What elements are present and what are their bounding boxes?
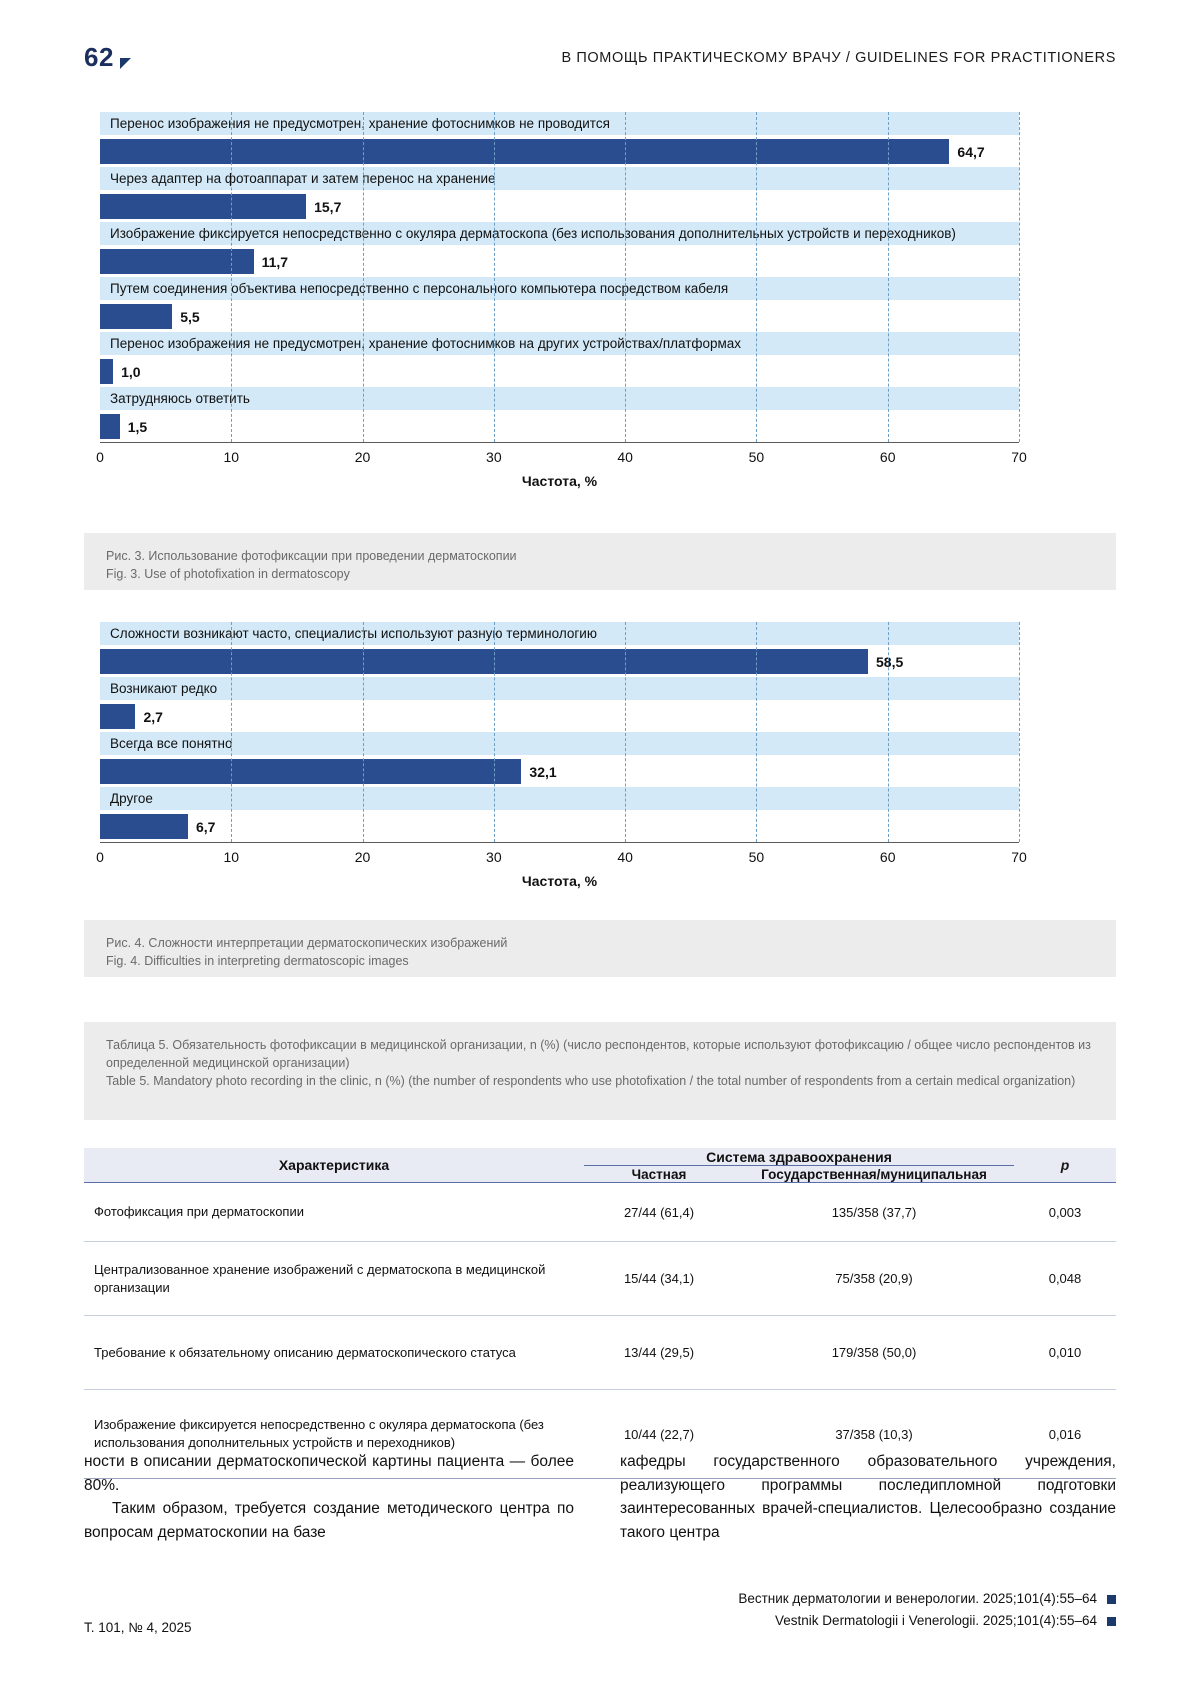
row-0-characteristic: Фотофиксация при дерматоскопии [84,1183,584,1242]
footer-journal-ru: Вестник дерматологии и венерологии. 2025;101(4):55–64 [738,1591,1097,1606]
row-3-public: 37/358 (10,3) [734,1390,1014,1479]
page-header [84,42,1116,82]
bar-category-label: Другое [110,791,153,806]
x-axis-tick-label: 40 [617,849,633,865]
row-3-characteristic: Изображение фиксируется непосредственно с окуляра дерматоскопа (без использования дополнительных устройств и переходников) [84,1390,584,1479]
bar-row [84,622,1116,677]
row-2-p: 0,010 [1014,1316,1116,1390]
bar-fill [100,814,188,839]
x-axis-title: Частота, % [521,473,598,489]
bar-category-band [100,787,1019,810]
x-axis-tick-label: 30 [486,849,502,865]
bar-category-label: Всегда все понятно [110,736,233,751]
x-axis-tick-label: 60 [879,849,896,865]
chart-gridline [231,112,232,442]
footer-journal-info [738,1588,1116,1631]
table-row [84,1316,1116,1390]
running-head-title: В ПОМОЩЬ ПРАКТИЧЕСКОМУ ВРАЧУ / GUIDELINES FOR PRACTITIONERS [561,50,1116,66]
x-axis-tick-label: 60 [879,449,896,465]
x-axis-tick-label: 10 [223,849,240,865]
x-axis-tick-label: 0 [96,449,104,465]
bar-fill [100,359,113,384]
chart-gridline [363,622,364,842]
bar-value-label: 32,1 [529,764,557,780]
table-5-body [84,1183,1116,1479]
bar-row [84,222,1116,277]
triangle-marker-icon [120,58,131,69]
bar-category-label: Перенос изображения не предусмотрен, хранение фотоснимков не проводится [110,116,610,131]
body-column-left [84,1450,574,1544]
x-axis-line [100,442,1019,443]
square-marker-icon [1107,1617,1116,1626]
footer-volume-info: Т. 101, № 4, 2025 [84,1620,192,1635]
chart-gridline [888,622,889,842]
x-axis-tick-label: 10 [223,449,240,465]
bar-value-label: 6,7 [195,819,216,835]
bar-fill [100,759,521,784]
figure-4-chart [84,622,1116,889]
bar-row [84,787,1116,842]
chart-gridline [888,112,889,442]
figure-4-caption [84,920,1116,977]
row-0-p: 0,003 [1014,1183,1116,1242]
chart-gridline [1019,622,1020,842]
row-1-characteristic: Централизованное хранение изображений с дерматоскопа в медицинской организации [84,1242,584,1316]
bar-category-band [100,222,1019,245]
bar-value-label: 64,7 [957,144,985,160]
chart-gridline [494,622,495,842]
x-axis-tick-label: 40 [617,449,633,465]
bar-row [84,732,1116,787]
page-number: 62 [84,42,114,72]
chart-gridline [625,622,626,842]
bar-row [84,332,1116,387]
bar-value-label: 1,5 [127,419,148,435]
bar-category-label: Сложности возникают часто, специалисты используют разную терминологию [110,626,597,641]
row-2-characteristic: Требование к обязательному описанию дерматоскопического статуса [84,1316,584,1390]
header-public: Государственная/муниципальная [734,1166,1014,1183]
table-5-caption [84,1022,1116,1120]
bar-fill [100,414,120,439]
bar-category-band [100,277,1019,300]
bar-row [84,387,1116,442]
figure-3-caption-ru: Рис. 3. Использование фотофиксации при проведении дерматоскопии [106,549,517,563]
table-row [84,1183,1116,1242]
x-axis-tick-label: 0 [96,849,104,865]
bar-fill [100,139,949,164]
bar-category-label: Затрудняюсь ответить [110,391,250,406]
x-axis-tick-label: 50 [748,849,765,865]
row-1-public: 75/358 (20,9) [734,1242,1014,1316]
figure-4-caption-en: Fig. 4. Difficulties in interpreting dermatoscopic images [106,954,409,969]
body-column-right [620,1450,1116,1544]
figure-3-chart [84,112,1116,489]
chart-gridline [756,622,757,842]
table-5-caption-en: Table 5. Mandatory photo recording in the clinic, n (%) (the number of respondents who use photofixation / the total number of respondents from a certain medical organization) [106,1074,1076,1089]
bar-value-label: 2,7 [143,709,163,725]
table-5 [84,1148,1116,1479]
bar-category-band [100,677,1019,700]
table-row [84,1242,1116,1316]
row-1-private: 15/44 (34,1) [584,1242,734,1316]
bar-fill [100,649,868,674]
row-2-private: 13/44 (29,5) [584,1316,734,1390]
footer-journal-en-wrap [738,1610,1116,1632]
header-p-value: p [1014,1148,1116,1183]
bar-category-label: Путем соединения объектива непосредственно с персонального компьютера посредством кабеля [110,281,729,296]
table-5-caption-ru: Таблица 5. Обязательность фотофиксации в медицинской организации, n (%) (число респондентов, которые используют фотофиксацию / общее число респондентов из определенной медицинской организации) [106,1038,1091,1071]
bar-category-band [100,732,1019,755]
x-axis-tick-label: 30 [486,449,502,465]
chart-gridline [363,112,364,442]
x-axis-tick-label: 20 [354,449,371,465]
bar-category-label: Возникают редко [110,681,218,696]
bar-category-label: Изображение фиксируется непосредственно с окуляра дерматоскопа (без использования дополнительных устройств и переходников) [110,226,956,241]
bar-fill [100,194,306,219]
bar-row [84,112,1116,167]
row-1-p: 0,048 [1014,1242,1116,1316]
square-marker-icon [1107,1595,1116,1604]
footer-journal-en: Vestnik Dermatologii i Venerologii. 2025;101(4):55–64 [775,1612,1097,1628]
bar-category-label: Через адаптер на фотоаппарат и затем перенос на хранение [110,171,496,186]
x-axis-title: Частота, % [521,873,598,889]
header-private: Частная [584,1166,734,1183]
bar-category-label: Перенос изображения не предусмотрен, хранение фотоснимков на других устройствах/платформах [110,336,742,351]
x-axis-tick-label: 20 [354,849,371,865]
figure-3-caption-en: Fig. 3. Use of photofixation in dermatoscopy [106,567,350,582]
bar-value-label: 15,7 [314,199,342,215]
row-3-p: 0,016 [1014,1390,1116,1479]
chart-gridline [625,112,626,442]
bar-fill [100,304,172,329]
chart-gridline [494,112,495,442]
bar-fill [100,704,135,729]
x-axis-line [100,842,1019,843]
x-axis-tick-label: 70 [1011,449,1027,465]
bar-category-band [100,622,1019,645]
row-2-public: 179/358 (50,0) [734,1316,1014,1390]
x-axis-tick-label: 70 [1011,849,1027,865]
row-0-public: 135/358 (37,7) [734,1183,1014,1242]
bar-value-label: 1,0 [121,364,141,380]
bar-value-label: 11,7 [261,254,289,270]
body-right-paragraph-1: кафедры государственного образовательного учреждения, реализующего программы последипломной подготовки заинтересованных врачей-специалистов. Целесообразно создание такого центра [620,1453,1116,1541]
bar-category-band [100,167,1019,190]
figure-4-caption-ru: Рис. 4. Сложности интерпретации дерматоскопических изображений [106,936,508,950]
row-3-private: 10/44 (22,7) [584,1390,734,1479]
header-characteristic: Характеристика [84,1148,584,1183]
bar-category-band [100,112,1019,135]
bar-category-band [100,332,1019,355]
body-left-paragraph-2: Таким образом, требуется создание методического центра по вопросам дерматоскопии на базе [84,1500,574,1541]
footer-journal-ru-wrap [738,1588,1116,1610]
bar-row [84,167,1116,222]
bar-row [84,277,1116,332]
header-health-system: Система здравоохранения [584,1148,1014,1166]
row-0-private: 27/44 (61,4) [584,1183,734,1242]
chart-gridline [1019,112,1020,442]
table-header-row-1 [84,1148,1116,1166]
bar-value-label: 5,5 [180,309,200,325]
x-axis-tick-label: 50 [748,449,765,465]
body-left-paragraph-1: ности в описании дерматоскопической картины пациента — более 80%. [84,1453,574,1494]
bar-value-label: 58,5 [876,654,904,670]
bar-row [84,677,1116,732]
table-5-head [84,1148,1116,1183]
bar-category-band [100,387,1019,410]
chart-gridline [756,112,757,442]
chart-gridline [231,622,232,842]
figure-3-caption [84,533,1116,590]
